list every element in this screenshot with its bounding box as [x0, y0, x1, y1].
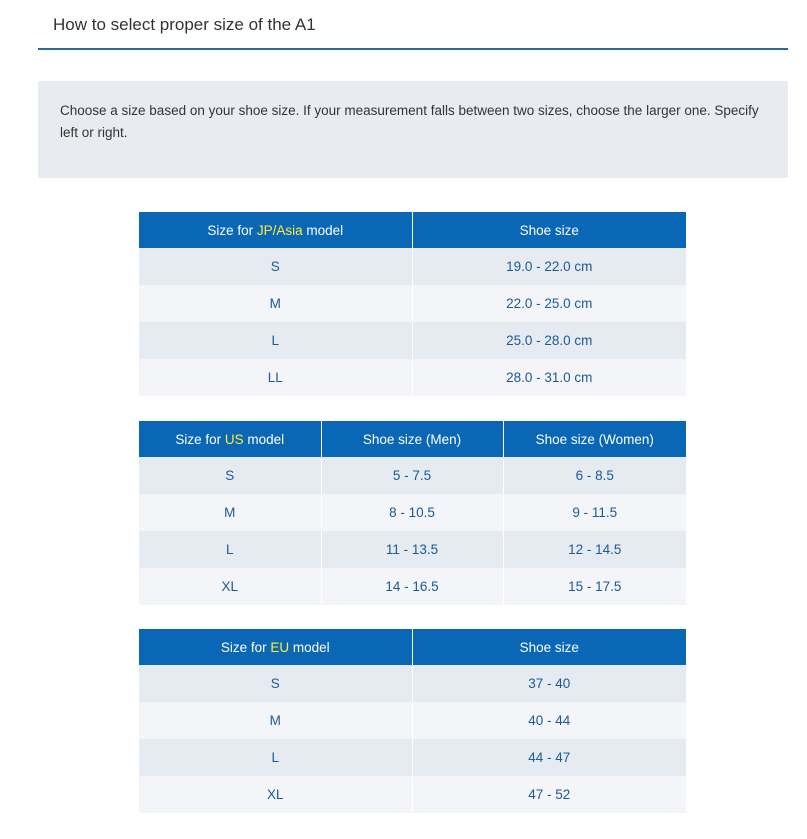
table-header-row: [139, 421, 686, 457]
shoe-size-cell: 19.0 - 22.0 cm: [412, 248, 686, 285]
size-cell: S: [139, 665, 412, 702]
men-size-cell: 5 - 7.5: [321, 457, 503, 494]
shoe-size-cell: 44 - 47: [412, 739, 686, 776]
men-size-cell: 8 - 10.5: [321, 494, 503, 531]
size-column-header: Size for JP/Asia model: [139, 212, 412, 248]
shoe-size-cell: 25.0 - 28.0 cm: [412, 322, 686, 359]
table-header-row: [139, 212, 686, 248]
size-cell: S: [139, 248, 412, 285]
jp-size-table: [139, 212, 686, 396]
title-bar: [38, 0, 788, 50]
shoe-size-cell: 40 - 44: [412, 702, 686, 739]
table-row: [139, 494, 686, 531]
women-size-cell: 6 - 8.5: [503, 457, 686, 494]
women-shoe-size-column-header: Shoe size (Women): [503, 421, 686, 457]
women-size-cell: 12 - 14.5: [503, 531, 686, 568]
table-row: [139, 568, 686, 605]
instruction-note: Choose a size based on your shoe size. If your measurement falls between two sizes, choose the larger one. Specify left or right.: [38, 81, 788, 178]
men-size-cell: 14 - 16.5: [321, 568, 503, 605]
table-row: [139, 285, 686, 322]
size-cell: L: [139, 531, 321, 568]
shoe-size-cell: 28.0 - 31.0 cm: [412, 359, 686, 396]
table-row: [139, 776, 686, 813]
table-row: [139, 739, 686, 776]
model-highlight: JP/Asia: [256, 222, 303, 238]
shoe-size-cell: 37 - 40: [412, 665, 686, 702]
table-row: [139, 248, 686, 285]
women-size-cell: 15 - 17.5: [503, 568, 686, 605]
table-row: [139, 457, 686, 494]
men-size-cell: 11 - 13.5: [321, 531, 503, 568]
shoe-size-cell: 22.0 - 25.0 cm: [412, 285, 686, 322]
model-highlight: EU: [270, 639, 290, 655]
women-size-cell: 9 - 11.5: [503, 494, 686, 531]
size-cell: M: [139, 494, 321, 531]
table-row: [139, 702, 686, 739]
size-cell: XL: [139, 776, 412, 813]
page-title: How to select proper size of the A1: [53, 15, 316, 34]
size-cell: LL: [139, 359, 412, 396]
table-header-row: [139, 629, 686, 665]
us-size-table: [139, 421, 686, 605]
size-cell: XL: [139, 568, 321, 605]
table-row: [139, 665, 686, 702]
size-cell: M: [139, 702, 412, 739]
table-row: [139, 531, 686, 568]
model-highlight: US: [224, 431, 244, 447]
size-cell: L: [139, 739, 412, 776]
size-cell: M: [139, 285, 412, 322]
shoe-size-column-header: Shoe size: [412, 629, 686, 665]
size-cell: S: [139, 457, 321, 494]
table-row: [139, 359, 686, 396]
shoe-size-column-header: Shoe size: [412, 212, 686, 248]
shoe-size-cell: 47 - 52: [412, 776, 686, 813]
size-column-header: Size for EU model: [139, 629, 412, 665]
size-column-header: Size for US model: [139, 421, 321, 457]
table-row: [139, 322, 686, 359]
eu-size-table: [139, 629, 686, 813]
size-cell: L: [139, 322, 412, 359]
men-shoe-size-column-header: Shoe size (Men): [321, 421, 503, 457]
